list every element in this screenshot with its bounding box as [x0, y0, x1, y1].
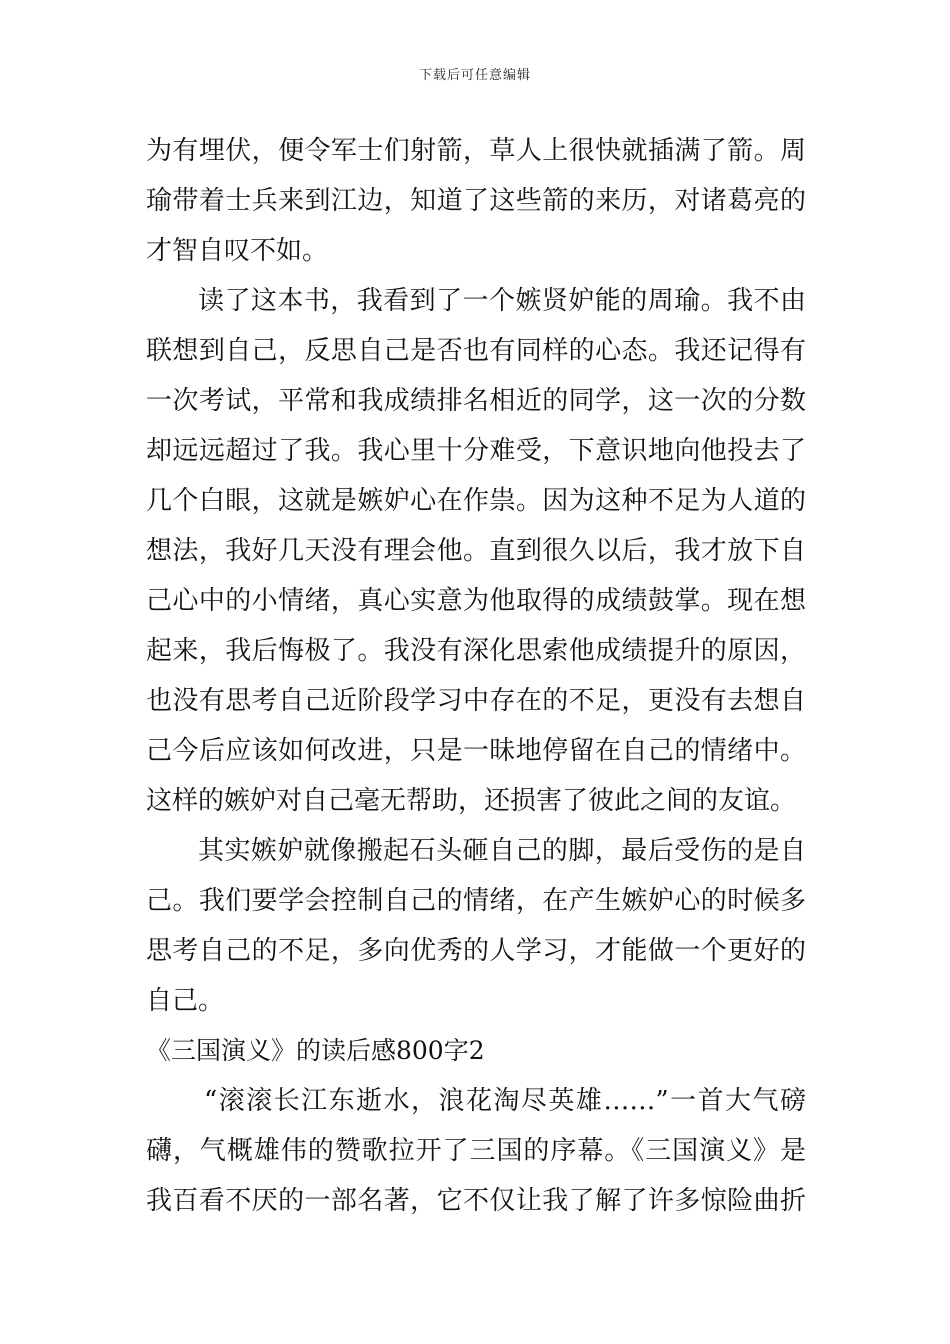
paragraph-line: 己。我们要学会控制自己的情绪，在产生嫉妒心的时候多 — [146, 886, 806, 916]
paragraph-line: 瑜带着士兵来到江边，知道了这些箭的来历，对诸葛亮的 — [146, 186, 806, 216]
paragraph-line: 己今后应该如何改进，只是一昧地停留在自己的情绪中。 — [146, 736, 806, 766]
paragraph-line: 几个白眼，这就是嫉妒心在作祟。因为这种不足为人道的 — [146, 486, 806, 516]
paragraph-line: 礴，气概雄伟的赞歌拉开了三国的序幕。《三国演义》是 — [146, 1136, 806, 1166]
paragraph-3 — [146, 826, 806, 1026]
paragraph-line: 这样的嫉妒对自己毫无帮助，还损害了彼此之间的友谊。 — [146, 786, 797, 816]
paragraph-line: 读了这本书，我看到了一个嫉贤妒能的周瑜。我不由 — [198, 286, 806, 316]
paragraph-line: 自己。 — [146, 986, 225, 1016]
paragraph-line: 也没有思考自己近阶段学习中存在的不足，更没有去想自 — [146, 686, 806, 716]
page-header-note: 下载后可任意编辑 — [418, 68, 531, 83]
paragraph-2 — [146, 276, 806, 826]
body-text — [146, 126, 806, 1226]
paragraph-1 — [146, 126, 806, 276]
paragraph-line: 其实嫉妒就像搬起石头砸自己的脚，最后受伤的是自 — [198, 836, 806, 866]
paragraph-line: 一次考试，平常和我成绩排名相近的同学，这一次的分数 — [146, 386, 806, 416]
section-heading: 《三国演义》的读后感800字2 — [146, 1036, 485, 1065]
paragraph-line: 我百看不厌的一部名著，它不仅让我了解了许多惊险曲折 — [146, 1186, 806, 1216]
paragraph-4 — [146, 1076, 806, 1226]
paragraph-line: 己心中的小情绪，真心实意为他取得的成绩鼓掌。现在想 — [146, 586, 806, 616]
paragraph-line: 起来，我后悔极了。我没有深化思索他成绩提升的原因， — [146, 636, 806, 666]
paragraph-line: 为有埋伏，便令军士们射箭，草人上很快就插满了箭。周 — [146, 136, 806, 166]
paragraph-line: 却远远超过了我。我心里十分难受，下意识地向他投去了 — [146, 436, 806, 466]
paragraph-line: 才智自叹不如。 — [146, 236, 329, 266]
paragraph-line: 想法，我好几天没有理会他。直到很久以后，我才放下自 — [146, 536, 806, 566]
paragraph-line: “滚滚长江东逝水，浪花淘尽英雄……”一首大气磅 — [204, 1086, 806, 1116]
paragraph-line: 联想到自己，反思自己是否也有同样的心态。我还记得有 — [146, 336, 806, 366]
paragraph-line: 思考自己的不足，多向优秀的人学习，才能做一个更好的 — [146, 936, 806, 966]
